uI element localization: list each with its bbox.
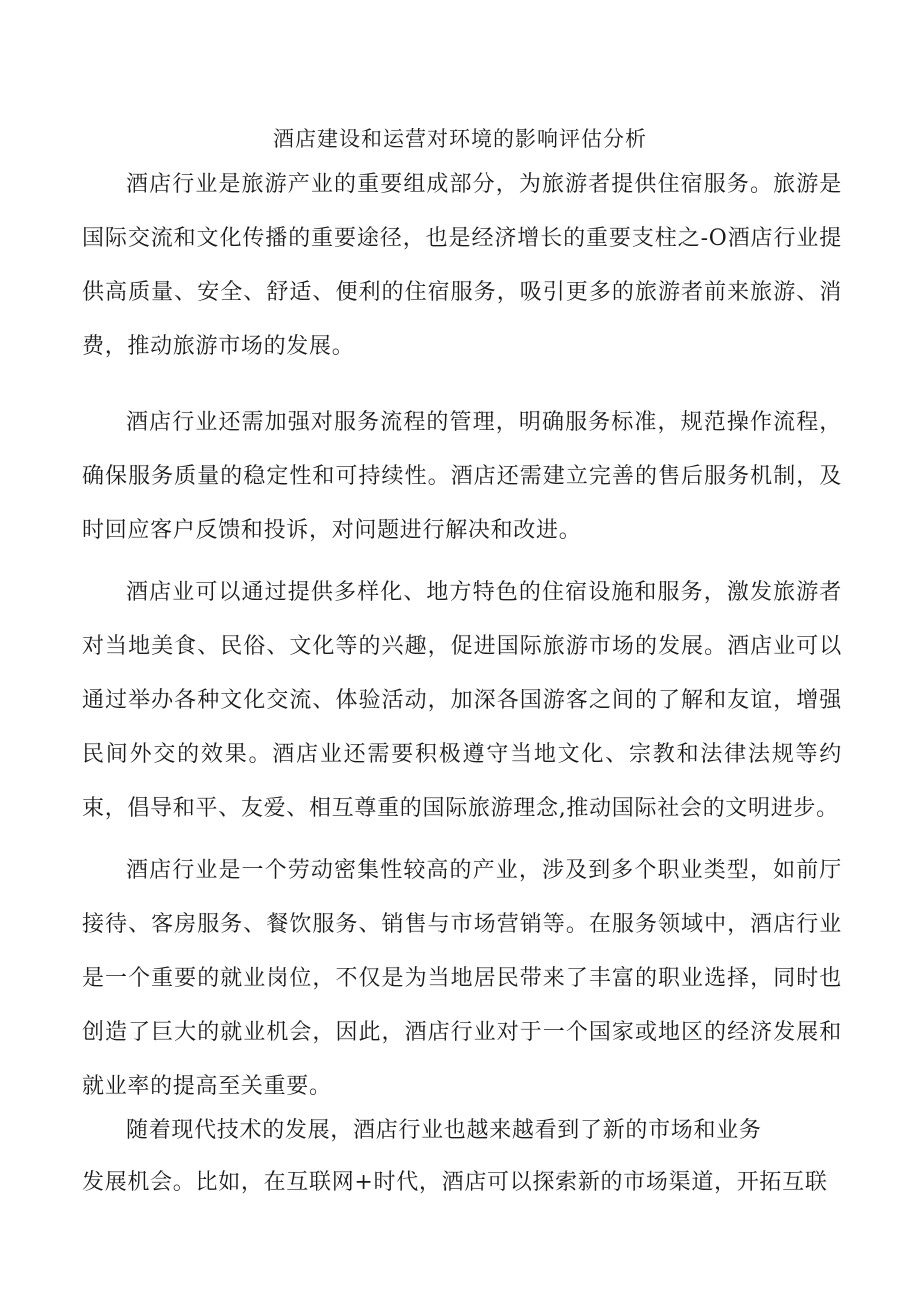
paragraph-2: 酒店行业还需加强对服务流程的管理，明确服务标准，规范操作流程，确保服务质量的稳定性和可持续性。酒店还需建立完善的售后服务机制，及时回应客户反馈和投诉，对问题进行解决和改进。: [82, 410, 842, 543]
paragraph-3: 酒店业可以通过提供多样化、地方特色的住宿设施和服务，激发旅游者对当地美食、民俗、文化等的兴趣，促进国际旅游市场的发展。酒店业可以通过举办各种文化交流、体验活动，加深各国游客之间的了解和友谊，增强民间外交的效果。酒店业还需要积极遵守当地文化、宗教和法律法规等约束，倡导和平、友爱、相互尊重的国际旅游理念,推动国际社会的文明进步。: [82, 580, 842, 821]
paragraph-1: 酒店行业是旅游产业的重要组成部分，为旅游者提供住宿服务。旅游是国际交流和文化传播的重要途径，也是经济增长的重要支柱之-O酒店行业提供高质量、安全、舒适、便利的住宿服务，吸引更多的旅游者前来旅游、消费，推动旅游市场的发展。: [82, 172, 842, 359]
document-title: 酒店建设和运营对环境的影响评估分析: [273, 127, 647, 151]
paragraph-5-line-1: 随着现代技术的发展，酒店行业也越来越看到了新的市场和业务: [126, 1118, 762, 1143]
paragraph-5-line-2: 发展机会。比如，在互联网+时代，酒店可以探索新的市场渠道，开拓互联: [82, 1170, 828, 1195]
paragraph-4: 酒店行业是一个劳动密集性较高的产业，涉及到多个职业类型，如前厅接待、客房服务、餐饮服务、销售与市场营销等。在服务领域中，酒店行业是一个重要的就业岗位，不仅是为当地居民带来了丰富的职业选择，同时也创造了巨大的就业机会，因此，酒店行业对于一个国家或地区的经济发展和就业率的提高至关重要。: [82, 858, 842, 1099]
